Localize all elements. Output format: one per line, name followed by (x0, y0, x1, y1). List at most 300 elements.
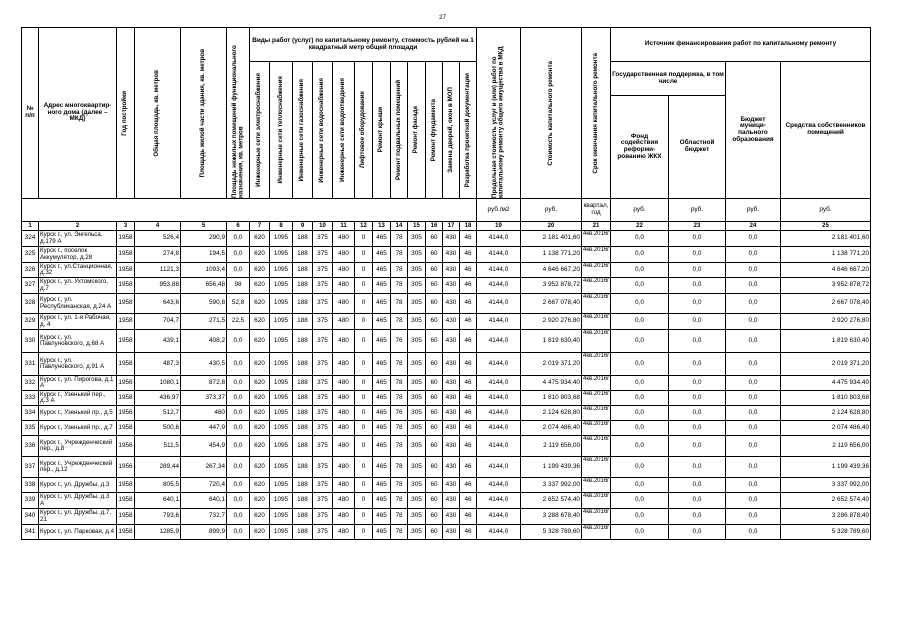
row-repair-cost: 3 337 992,00 (521, 478, 582, 493)
row-work-cost: 480 (333, 247, 355, 263)
row-work-cost: 305 (408, 263, 426, 278)
row-work-cost: 620 (250, 493, 270, 509)
row-number: 325 (22, 247, 39, 263)
row-work-cost: 375 (313, 353, 333, 376)
row-year: 1956 (117, 457, 135, 478)
row-work-cost: 620 (250, 330, 270, 353)
row-number: 338 (22, 478, 39, 493)
row-number: 341 (22, 525, 39, 540)
row-year: 1958 (117, 509, 135, 525)
row-municipal: 0,0 (726, 436, 781, 457)
column-number: 1 (22, 222, 39, 231)
row-owners: 3 286 878,40 (781, 509, 871, 525)
row-work-cost: 78 (391, 247, 408, 263)
row-fund: 0,0 (611, 457, 669, 478)
row-max-cost: 4144,0 (477, 353, 521, 376)
header-fund: Фонд содействия реформи-рованию ЖКХ (611, 96, 669, 199)
row-deadline: 4кв.2016г (582, 509, 611, 525)
row-year: 1958 (117, 478, 135, 493)
row-nonres-area: 22,5 (227, 314, 250, 330)
header-work-12: Разработка проектной документации (463, 72, 471, 188)
row-work-cost: 480 (333, 406, 355, 421)
row-max-cost: 4144,0 (477, 263, 521, 278)
table-row (22, 457, 871, 478)
row-max-cost: 4144,0 (477, 231, 521, 247)
column-number: 25 (781, 222, 871, 231)
row-total-area: 793,6 (135, 509, 181, 525)
row-work-cost: 46 (460, 525, 477, 540)
row-fund: 0,0 (611, 421, 669, 436)
unit-max-cost: руб./м2 (477, 199, 521, 222)
row-work-cost: 620 (250, 278, 270, 294)
header-work-1: Инженерные сети электроснабжения (255, 73, 263, 187)
row-owners: 4 475 934,40 (781, 376, 871, 391)
row-work-cost: 305 (408, 391, 426, 406)
row-work-cost: 430 (443, 525, 460, 540)
row-work-cost: 76 (391, 330, 408, 353)
row-living-area: 720,4 (181, 478, 227, 493)
row-work-cost: 78 (391, 436, 408, 457)
row-work-cost: 1095 (270, 353, 293, 376)
row-number: 331 (22, 353, 39, 376)
row-repair-cost: 2 119 656,00 (521, 436, 582, 457)
row-work-cost: 46 (460, 376, 477, 391)
row-year: 1958 (117, 278, 135, 294)
row-address: Курск г., ул. Дружбы, д.7, 21 (39, 509, 117, 525)
header-work-7-cell (373, 62, 391, 199)
row-work-cost: 305 (408, 231, 426, 247)
header-work-10-cell (426, 62, 443, 199)
row-repair-cost: 1 138 771,20 (521, 247, 582, 263)
row-work-cost: 305 (408, 421, 426, 436)
row-work-cost: 188 (293, 436, 313, 457)
row-regional: 0,0 (669, 376, 726, 391)
row-work-cost: 430 (443, 391, 460, 406)
row-number: 335 (22, 421, 39, 436)
table-row (22, 421, 871, 436)
row-max-cost: 4144,0 (477, 330, 521, 353)
row-work-cost: 480 (333, 421, 355, 436)
row-work-cost: 465 (373, 457, 391, 478)
row-max-cost: 4144,0 (477, 406, 521, 421)
row-year: 1956 (117, 436, 135, 457)
row-max-cost: 4144,0 (477, 509, 521, 525)
row-work-cost: 0 (355, 294, 373, 314)
row-address: Курск г., ул. Парковая, д.4 (39, 525, 117, 540)
row-work-cost: 375 (313, 231, 333, 247)
row-work-cost: 480 (333, 493, 355, 509)
row-owners: 2 652 574,40 (781, 493, 871, 509)
row-work-cost: 1095 (270, 376, 293, 391)
row-work-cost: 480 (333, 391, 355, 406)
row-regional: 0,0 (669, 509, 726, 525)
row-owners: 1 199 439,36 (781, 457, 871, 478)
unit-municipal: руб. (726, 199, 781, 222)
column-number: 20 (521, 222, 582, 231)
row-total-area: 289,44 (135, 457, 181, 478)
row-owners: 3 952 878,72 (781, 278, 871, 294)
row-number: 327 (22, 278, 39, 294)
row-work-cost: 465 (373, 406, 391, 421)
row-address: Курск г., ул.Станционная, д.32 (39, 263, 117, 278)
row-work-cost: 188 (293, 231, 313, 247)
row-work-cost: 375 (313, 509, 333, 525)
row-repair-cost: 1 819 630,40 (521, 330, 582, 353)
row-owners: 2 074 486,40 (781, 421, 871, 436)
column-number: 9 (293, 222, 313, 231)
row-address: Курск г., ул. Пирогова, д.1 А (39, 376, 117, 391)
row-living-area: 1093,4 (181, 263, 227, 278)
row-number: 340 (22, 509, 39, 525)
table-row (22, 376, 871, 391)
row-work-cost: 465 (373, 330, 391, 353)
row-work-cost: 46 (460, 478, 477, 493)
row-work-cost: 375 (313, 314, 333, 330)
row-address: Курск г., Учрежденческий пер., д.8 (39, 436, 117, 457)
header-work-8-cell (391, 62, 408, 199)
column-number: 17 (443, 222, 460, 231)
row-fund: 0,0 (611, 436, 669, 457)
header-max-cost: Предельная стоимость услуг и (или) работ по капитальному ремонту общего имущества в МКД (491, 46, 505, 198)
row-work-cost: 480 (333, 353, 355, 376)
row-living-area: 271,5 (181, 314, 227, 330)
row-work-cost: 188 (293, 314, 313, 330)
row-total-area: 805,5 (135, 478, 181, 493)
column-number: 18 (460, 222, 477, 231)
row-year: 1958 (117, 391, 135, 406)
row-work-cost: 188 (293, 330, 313, 353)
row-living-area: 373,37 (181, 391, 227, 406)
row-work-cost: 60 (426, 478, 443, 493)
row-nonres-area: 0,0 (227, 353, 250, 376)
row-work-cost: 60 (426, 421, 443, 436)
row-address: Курск г., ул. 1-я Рабочая, д. 4 (39, 314, 117, 330)
row-work-cost: 46 (460, 294, 477, 314)
row-work-cost: 188 (293, 457, 313, 478)
row-living-area: 460 (181, 406, 227, 421)
row-living-area: 447,9 (181, 421, 227, 436)
row-number: 332 (22, 376, 39, 391)
row-number: 328 (22, 294, 39, 314)
row-deadline: 4кв.2016г (582, 353, 611, 376)
row-work-cost: 78 (391, 231, 408, 247)
row-work-cost: 0 (355, 436, 373, 457)
header-work-4-cell (313, 62, 333, 199)
row-work-cost: 1095 (270, 493, 293, 509)
row-address: Курск г., ул. Республиканская, д.24 А (39, 294, 117, 314)
row-work-cost: 0 (355, 314, 373, 330)
row-deadline: 4кв.2016г (582, 406, 611, 421)
row-max-cost: 4144,0 (477, 376, 521, 391)
row-work-cost: 60 (426, 278, 443, 294)
row-work-cost: 465 (373, 294, 391, 314)
unit-deadline: квартал, год (582, 199, 611, 222)
row-work-cost: 0 (355, 278, 373, 294)
row-work-cost: 305 (408, 278, 426, 294)
header-max-cost-cell (477, 28, 521, 199)
row-work-cost: 375 (313, 525, 333, 540)
row-work-cost: 60 (426, 406, 443, 421)
row-repair-cost: 4 475 934,40 (521, 376, 582, 391)
row-repair-cost: 1 199 439,36 (521, 457, 582, 478)
row-work-cost: 430 (443, 294, 460, 314)
row-work-cost: 1095 (270, 263, 293, 278)
row-work-cost: 480 (333, 478, 355, 493)
header-state-group: Государственная поддержка, в том числе (611, 62, 726, 96)
row-deadline: 4кв.2016г (582, 478, 611, 493)
row-work-cost: 480 (333, 314, 355, 330)
row-work-cost: 375 (313, 294, 333, 314)
row-total-area: 704,7 (135, 314, 181, 330)
row-nonres-area: 0,0 (227, 263, 250, 278)
row-nonres-area: 0,0 (227, 247, 250, 263)
row-max-cost: 4144,0 (477, 525, 521, 540)
row-work-cost: 0 (355, 330, 373, 353)
row-nonres-area: 0,0 (227, 406, 250, 421)
row-work-cost: 620 (250, 263, 270, 278)
row-deadline: 4кв.2016г (582, 314, 611, 330)
row-work-cost: 1095 (270, 436, 293, 457)
row-fund: 0,0 (611, 406, 669, 421)
row-repair-cost: 3 288 678,40 (521, 509, 582, 525)
column-number: 12 (355, 222, 373, 231)
row-deadline: 4кв.2016г (582, 391, 611, 406)
row-work-cost: 0 (355, 493, 373, 509)
table-row (22, 436, 871, 457)
row-deadline: 4кв.2016г (582, 263, 611, 278)
unit-owners: руб. (781, 199, 871, 222)
row-work-cost: 60 (426, 436, 443, 457)
row-work-cost: 465 (373, 421, 391, 436)
row-work-cost: 60 (426, 457, 443, 478)
column-number: 15 (408, 222, 426, 231)
header-work-11-cell (443, 62, 460, 199)
row-work-cost: 46 (460, 406, 477, 421)
row-fund: 0,0 (611, 525, 669, 540)
row-repair-cost: 2 667 078,40 (521, 294, 582, 314)
row-regional: 0,0 (669, 294, 726, 314)
row-work-cost: 620 (250, 509, 270, 525)
row-year: 1958 (117, 314, 135, 330)
row-number: 324 (22, 231, 39, 247)
row-deadline: 4кв.2016г (582, 525, 611, 540)
row-work-cost: 305 (408, 330, 426, 353)
row-municipal: 0,0 (726, 314, 781, 330)
row-work-cost: 60 (426, 353, 443, 376)
row-work-cost: 480 (333, 294, 355, 314)
row-work-cost: 78 (391, 376, 408, 391)
table-row (22, 391, 871, 406)
row-fund: 0,0 (611, 314, 669, 330)
row-work-cost: 1095 (270, 231, 293, 247)
row-work-cost: 78 (391, 294, 408, 314)
header-repair-cost-cell (521, 28, 582, 199)
row-nonres-area: 0,0 (227, 421, 250, 436)
row-work-cost: 465 (373, 436, 391, 457)
row-work-cost: 430 (443, 457, 460, 478)
row-nonres-area: 0,0 (227, 376, 250, 391)
row-work-cost: 0 (355, 457, 373, 478)
row-year: 1956 (117, 406, 135, 421)
row-repair-cost: 2 074 486,40 (521, 421, 582, 436)
row-fund: 0,0 (611, 263, 669, 278)
row-year: 1958 (117, 525, 135, 540)
row-address: Курск г., ул. Павлуновского, д.68 А (39, 330, 117, 353)
row-nonres-area: 0,0 (227, 493, 250, 509)
row-work-cost: 76 (391, 406, 408, 421)
row-work-cost: 46 (460, 314, 477, 330)
row-work-cost: 188 (293, 509, 313, 525)
row-work-cost: 465 (373, 247, 391, 263)
row-work-cost: 1095 (270, 457, 293, 478)
row-work-cost: 0 (355, 406, 373, 421)
row-work-cost: 46 (460, 263, 477, 278)
header-work-6: Лифтовое оборудование (359, 91, 367, 169)
row-work-cost: 46 (460, 353, 477, 376)
row-work-cost: 60 (426, 314, 443, 330)
row-owners: 1 138 771,20 (781, 247, 871, 263)
row-total-area: 1121,3 (135, 263, 181, 278)
row-work-cost: 0 (355, 231, 373, 247)
row-work-cost: 465 (373, 525, 391, 540)
units-spacer (22, 199, 477, 222)
row-work-cost: 480 (333, 330, 355, 353)
row-owners: 3 337 992,00 (781, 478, 871, 493)
table-row (22, 231, 871, 247)
row-fund: 0,0 (611, 330, 669, 353)
row-work-cost: 375 (313, 493, 333, 509)
row-nonres-area: 0,0 (227, 525, 250, 540)
column-number: 3 (117, 222, 135, 231)
row-municipal: 0,0 (726, 353, 781, 376)
row-municipal: 0,0 (726, 278, 781, 294)
header-address: Адрес многоквартир-ного дома (далее – МКД) (39, 28, 117, 199)
row-fund: 0,0 (611, 391, 669, 406)
row-work-cost: 305 (408, 376, 426, 391)
row-deadline: 4кв.2016г (582, 376, 611, 391)
header-work-10: Ремонт фундамента (429, 98, 437, 162)
row-work-cost: 78 (391, 353, 408, 376)
row-work-cost: 188 (293, 478, 313, 493)
row-year: 1958 (117, 421, 135, 436)
row-work-cost: 375 (313, 421, 333, 436)
header-regional: Областной бюджет (669, 96, 726, 199)
header-work-3-cell (293, 62, 313, 199)
row-work-cost: 60 (426, 263, 443, 278)
header-work-9-cell (408, 62, 426, 199)
row-work-cost: 620 (250, 353, 270, 376)
row-work-cost: 305 (408, 247, 426, 263)
row-municipal: 0,0 (726, 231, 781, 247)
header-deadline-cell (582, 28, 611, 199)
row-work-cost: 78 (391, 493, 408, 509)
header-source-group: Источник финансирования работ по капитальному ремонту (611, 28, 871, 62)
row-work-cost: 60 (426, 525, 443, 540)
header-work-5-cell (333, 62, 355, 199)
row-fund: 0,0 (611, 478, 669, 493)
row-work-cost: 465 (373, 263, 391, 278)
row-work-cost: 60 (426, 493, 443, 509)
row-work-cost: 1095 (270, 421, 293, 436)
row-work-cost: 1095 (270, 406, 293, 421)
row-total-area: 512,7 (135, 406, 181, 421)
row-work-cost: 305 (408, 406, 426, 421)
row-work-cost: 480 (333, 263, 355, 278)
row-repair-cost: 4 646 667,20 (521, 263, 582, 278)
row-year: 1958 (117, 247, 135, 263)
column-number: 10 (313, 222, 333, 231)
row-work-cost: 1095 (270, 391, 293, 406)
row-work-cost: 188 (293, 263, 313, 278)
row-work-cost: 375 (313, 376, 333, 391)
header-no: № п/п (22, 28, 39, 199)
row-owners: 1 819 630,40 (781, 330, 871, 353)
column-number: 6 (227, 222, 250, 231)
row-work-cost: 0 (355, 376, 373, 391)
table-row (22, 314, 871, 330)
row-work-cost: 465 (373, 478, 391, 493)
row-deadline: 4кв.2016г (582, 421, 611, 436)
row-municipal: 0,0 (726, 406, 781, 421)
row-year: 1958 (117, 330, 135, 353)
row-work-cost: 430 (443, 421, 460, 436)
row-work-cost: 188 (293, 376, 313, 391)
row-address: Курск г., поселок Аккумулятор, д.28 (39, 247, 117, 263)
row-work-cost: 430 (443, 353, 460, 376)
row-deadline: 4кв.2016г (582, 330, 611, 353)
row-work-cost: 375 (313, 406, 333, 421)
header-work-2: Инженерные сети теплоснабжения (276, 76, 284, 184)
row-regional: 0,0 (669, 263, 726, 278)
row-owners: 2 019 371,20 (781, 353, 871, 376)
row-work-cost: 1095 (270, 525, 293, 540)
row-living-area: 656,48 (181, 278, 227, 294)
row-work-cost: 430 (443, 231, 460, 247)
row-regional: 0,0 (669, 478, 726, 493)
row-work-cost: 465 (373, 353, 391, 376)
row-deadline: 4кв.2016г (582, 247, 611, 263)
row-address: Курск г., Узенький пер., д.3 А (39, 391, 117, 406)
row-deadline: 4кв.2016г (582, 457, 611, 478)
row-regional: 0,0 (669, 247, 726, 263)
row-regional: 0,0 (669, 314, 726, 330)
row-total-area: 1080,1 (135, 376, 181, 391)
row-work-cost: 375 (313, 247, 333, 263)
row-work-cost: 620 (250, 406, 270, 421)
unit-fund: руб. (611, 199, 669, 222)
table-row (22, 525, 871, 540)
row-work-cost: 60 (426, 330, 443, 353)
row-number: 336 (22, 436, 39, 457)
row-repair-cost: 5 328 789,60 (521, 525, 582, 540)
header-work-2-cell (270, 62, 293, 199)
column-number: 11 (333, 222, 355, 231)
header-municipal: Бюджет муници-пального образования (726, 62, 781, 199)
row-address: Курск г., Узенький пр., д.7 (39, 421, 117, 436)
row-work-cost: 1095 (270, 314, 293, 330)
row-max-cost: 4144,0 (477, 247, 521, 263)
row-work-cost: 305 (408, 509, 426, 525)
row-nonres-area: 0,0 (227, 478, 250, 493)
column-number: 14 (391, 222, 408, 231)
row-work-cost: 1095 (270, 509, 293, 525)
header-work-3: Инженерные сети газоснабжения (298, 78, 306, 182)
row-number: 329 (22, 314, 39, 330)
row-work-cost: 430 (443, 263, 460, 278)
table-body (22, 231, 871, 540)
row-nonres-area: 0,0 (227, 231, 250, 247)
header-work-1-cell (250, 62, 270, 199)
